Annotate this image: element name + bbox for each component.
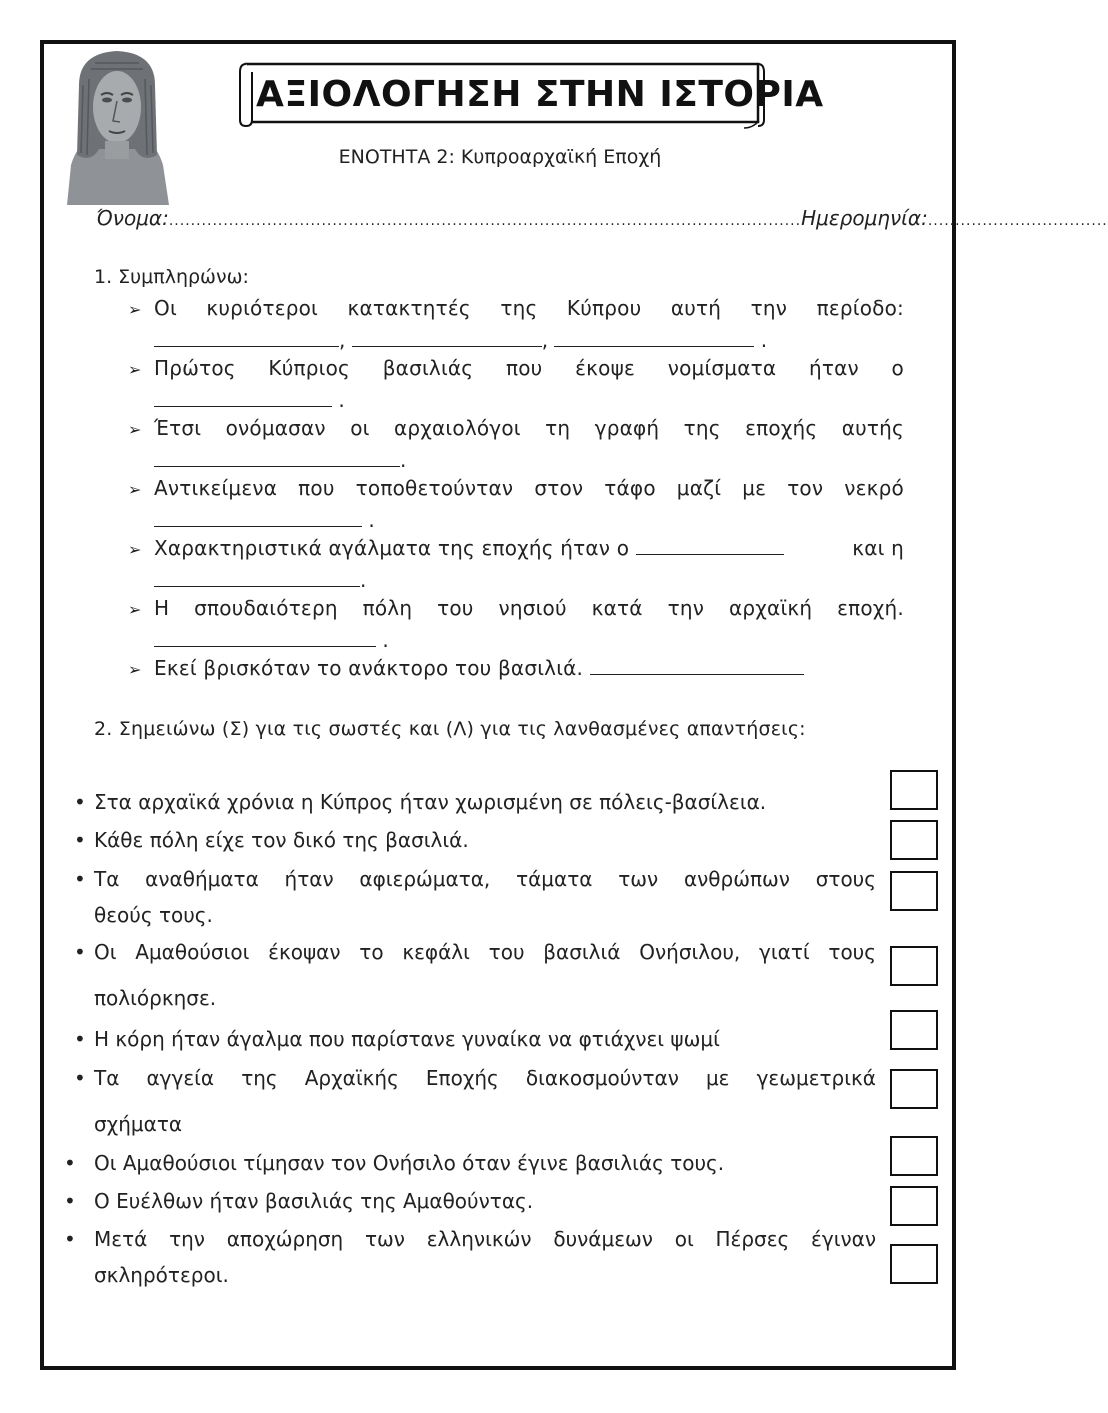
bullet-dot-icon: • [74, 1027, 86, 1051]
fill-item: ➢ Έτσι ονόμασαν οι αρχαιολόγοι τη γραφή της εποχής αυτής . [128, 416, 904, 472]
answer-blank[interactable] [154, 332, 339, 347]
bullet-dot-icon: • [74, 828, 86, 852]
answer-blank[interactable] [154, 392, 332, 407]
student-info-line [96, 206, 1108, 230]
bullet-dot-icon: • [64, 1189, 76, 1213]
answer-box[interactable] [890, 1244, 938, 1284]
tf-statement: • Μετά την αποχώρηση των ελληνικών δυνάμεων οι Πέρσες έγιναν σκληρότεροι. [74, 1221, 876, 1293]
arrow-bullet-icon: ➢ [128, 420, 142, 439]
answer-blank[interactable] [154, 452, 400, 467]
page-title: ΑΞΙΟΛΟΓΗΣΗ ΣΤΗΝ ΙΣΤΟΡΙΑ [256, 74, 824, 115]
fill-item: ➢ Εκεί βρισκόταν το ανάκτορο του βασιλιά. [128, 656, 904, 680]
date-label: Ημερομηνία: [801, 206, 928, 230]
bullet-dot-icon: • [74, 1066, 86, 1090]
tf-statement: • Ο Ευέλθων ήταν βασιλιάς της Αμαθούντας. [74, 1183, 876, 1219]
section1-heading: 1. Συμπληρώνω: [94, 266, 249, 288]
answer-blank[interactable] [352, 332, 542, 347]
fill-item: ➢ Οι κυριότεροι κατακτητές της Κύπρου αυτή την περίοδο: , , . [128, 296, 904, 352]
arrow-bullet-icon: ➢ [128, 480, 142, 499]
bullet-dot-icon: • [64, 1227, 76, 1251]
answer-blank[interactable] [154, 512, 362, 527]
arrow-bullet-icon: ➢ [128, 360, 142, 379]
answer-box[interactable] [890, 1069, 938, 1109]
bullet-dot-icon: • [64, 1151, 76, 1175]
tf-statement: • Τα αναθήματα ήταν αφιερώματα, τάματα των ανθρώπων στους θεούς τους. [74, 861, 876, 933]
answer-blank[interactable] [590, 660, 804, 675]
answer-box[interactable] [890, 1136, 938, 1176]
answer-box[interactable] [890, 871, 938, 911]
arrow-bullet-icon: ➢ [128, 660, 142, 679]
answer-box[interactable] [890, 1186, 938, 1226]
arrow-bullet-icon: ➢ [128, 300, 142, 319]
tf-statement: • Η κόρη ήταν άγαλμα που παρίστανε γυναίκα να φτιάχνει ψωμί [74, 1021, 876, 1057]
section2-heading: 2. Σημειώνω (Σ) για τις σωστές και (Λ) για τις λανθασμένες απαντήσεις: [94, 718, 806, 740]
fill-item: ➢ Η σπουδαιότερη πόλη του νησιού κατά την αρχαϊκή εποχή. . [128, 596, 904, 652]
answer-blank[interactable] [636, 540, 784, 555]
answer-box[interactable] [890, 820, 938, 860]
tf-statement: • Τα αγγεία της Αρχαϊκής Εποχής διακοσμούνταν με γεωμετρικά σχήματα [74, 1060, 876, 1142]
unit-subtitle: ΕΝΟΤΗΤΑ 2: Κυπροαρχαϊκή Εποχή [338, 146, 662, 168]
tf-statement: • Οι Αμαθούσιοι έκοψαν το κεφάλι του βασιλιά Ονήσιλου, γιατί τους πολιόρκησε. [74, 934, 876, 1016]
tf-statement: • Οι Αμαθούσιοι τίμησαν τον Ονήσιλο όταν έγινε βασιλιάς τους. [74, 1145, 876, 1181]
tf-statement: • Κάθε πόλη είχε τον δικό της βασιλιά. [74, 822, 876, 858]
fill-item: ➢ Αντικείμενα που τοποθετούνταν στον τάφο μαζί με τον νεκρό . [128, 476, 904, 532]
fill-item: ➢ Χαρακτηριστικά αγάλματα της εποχής ήταν ο και η . [128, 536, 904, 592]
fill-item: ➢ Πρώτος Κύπριος βασιλιάς που έκοψε νομίσματα ήταν ο . [128, 356, 904, 412]
answer-blank[interactable] [554, 332, 754, 347]
answer-box[interactable] [890, 946, 938, 986]
tf-statement: • Στα αρχαϊκά χρόνια η Κύπρος ήταν χωρισμένη σε πόλεις-βασίλεια. [74, 784, 876, 820]
bullet-dot-icon: • [74, 867, 86, 891]
answer-box[interactable] [890, 1010, 938, 1050]
answer-blank[interactable] [154, 572, 360, 587]
archaic-statue-icon [57, 45, 177, 205]
arrow-bullet-icon: ➢ [128, 540, 142, 559]
date-field[interactable]: ................................. [927, 213, 1108, 229]
answer-box[interactable] [890, 770, 938, 810]
bullet-dot-icon: • [74, 790, 86, 814]
bullet-dot-icon: • [74, 940, 86, 964]
name-field[interactable]: .................................................................................................................... [168, 213, 802, 229]
arrow-bullet-icon: ➢ [128, 600, 142, 619]
name-label: Όνομα: [96, 206, 169, 230]
answer-blank[interactable] [154, 632, 376, 647]
